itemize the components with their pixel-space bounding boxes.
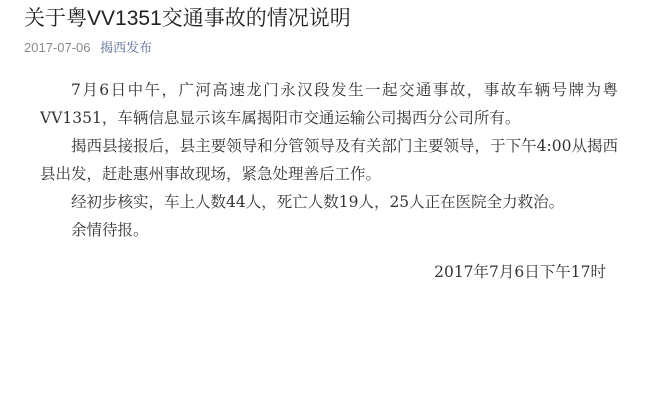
paragraph-2: 揭西县接报后，县主要领导和分管领导及有关部门主要领导，于下午4:00从揭西县出发，赶赴惠州事故现场，紧急处理善后工作。 [40,137,618,183]
article-body [24,76,618,286]
source-account-link[interactable]: 揭西发布 [100,40,153,55]
paragraph-4: 余情待报。 [71,221,149,239]
signoff-timestamp: 2017年7月6日下午17时 [434,263,606,281]
paragraph-3: 经初步核实，车上人数44人，死亡人数19人，25人正在医院全力救治。 [71,193,565,211]
article-meta [24,38,635,58]
paragraph-1: 7月6日中午，广河高速龙门永汉段发生一起交通事故，事故车辆号牌为粤VV1351，车辆信息显示该车属揭阳市交通运输公司揭西分公司所有。 [40,81,618,127]
publish-date: 2017-07-06 [24,40,91,55]
article-title: 关于粤VV1351交通事故的情况说明 [24,7,351,30]
